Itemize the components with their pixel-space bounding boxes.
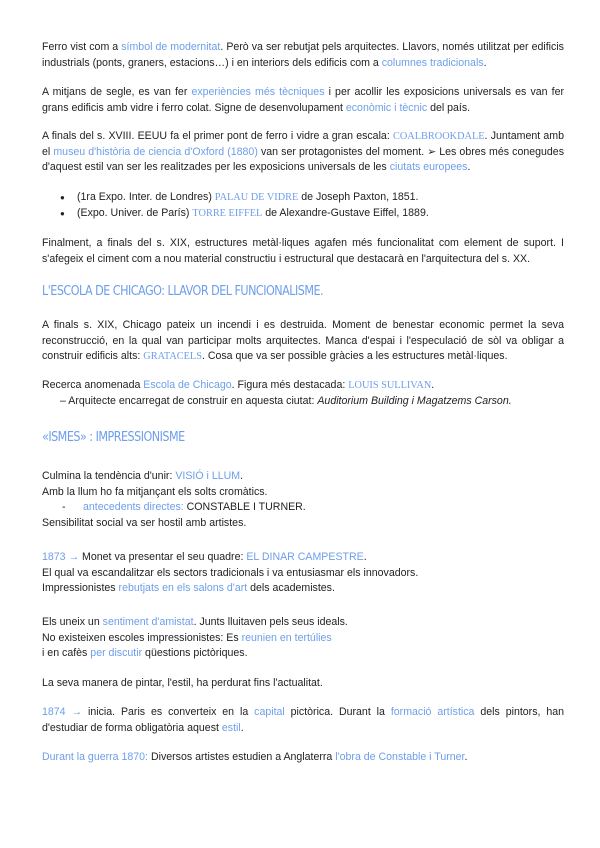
highlight-rebutjats: rebutjats en els salons d'art — [118, 582, 248, 594]
highlight-tertulies: reunien en tertúlies — [241, 631, 332, 644]
highlight-sentiment-amistat: sentiment d'amistat — [102, 616, 194, 628]
highlight-estil: estil — [221, 721, 241, 734]
highlight-experiencies-tecniques: experiències més tècniques — [191, 86, 325, 98]
text: . — [431, 379, 435, 391]
text: A finals del s. XVIII. EEUU fa el primer pont de ferro i vidre a gran escala: — [42, 130, 393, 142]
highlight-dinar-campestre: EL DINAR CAMPESTRE — [246, 551, 364, 563]
text: . — [483, 56, 487, 69]
section-heading-chicago: L'ESCOLA DE CHICAGO: LLAVOR DEL FUNCIONALISME. — [42, 284, 324, 299]
line: Sensibilitat social va ser hostil amb artistes. — [42, 516, 247, 529]
highlight-columnes-tradicionals: columnes tradicionals — [381, 56, 484, 69]
paragraph-perdurat: La seva manera de pintar, l'estil, ha perdurat fins l'actualitat. — [42, 677, 323, 689]
highlight-obra-constable-turner: l'obra de Constable i Turner — [335, 751, 465, 763]
line: Els uneix un sentiment d'amistat. Junts lluitaven pels seus ideals. — [42, 616, 348, 628]
text: A mitjans de segle, es van fer — [42, 86, 192, 98]
bullet-icon: ● — [60, 193, 65, 202]
dash-list-item — [60, 394, 512, 410]
text: i per acollir les exposicions universals es van fer grans edificis amb vidre i ferro colat. Signe de desenvolupament — [42, 86, 564, 114]
paragraph-chicago — [42, 318, 564, 365]
highlight-louis-sullivan: LOUIS SULLIVAN — [348, 380, 432, 391]
line: Amb la llum ho fa mitjançant els solts cromàtics. — [42, 485, 268, 498]
line: i en cafès per discutir qüestions pictòriques. — [42, 647, 248, 659]
paragraph-1874: 1874 → inicia. Paris es converteix en la capital pictòrica. Durant la formació artística dels pintors, han d'estudiar de forma obligatòria aquest estil. — [42, 706, 565, 734]
highlight-visio-llum: VISIÓ i LLUM — [175, 470, 241, 482]
paragraph-finally: Finalment, a finals del s. XIX, estructures metàl·liques agafen més funcionalitat com element de suport. I s'afegeix el ciment com a nou material constructiu i estructural que destacarà en l'arquitectura del s. XX. — [42, 237, 564, 265]
list-item-text: (Expo. Univer. de París) TORRE EIFFEL de Alexandre-Gustave Eiffel, 1889. — [77, 207, 429, 219]
text: . Juntament amb el — [42, 130, 564, 158]
paragraph-recerca — [42, 378, 564, 394]
highlight-torre-eiffel: TORRE EIFFEL — [192, 208, 263, 219]
highlight-gratacels: GRATACELS — [143, 351, 202, 362]
highlight-formacio-artistica: formació artística — [390, 706, 475, 718]
line: No existeixen escoles impressionistes: Es reunien en tertúlies — [42, 631, 332, 644]
line: Culmina la tendència d'unir: VISIÓ i LLUM. — [42, 470, 244, 482]
paragraph-culmina — [42, 469, 564, 531]
text: . — [467, 161, 471, 173]
text: – Arquitecte encarregat de construir en aquesta ciutat: — [60, 395, 318, 407]
paragraph-coalbrookdale — [42, 129, 564, 176]
highlight-durant-guerra: Durant la guerra 1870: — [42, 751, 149, 763]
highlight-1873: 1873 → — [42, 551, 80, 563]
paragraph-iron — [42, 40, 564, 71]
highlight-capital: capital — [254, 706, 285, 718]
highlight-simbol-modernitat: símbol de modernitat — [121, 41, 221, 53]
highlight-museu-oxford: museu d'història de ciencia d'Oxford (1880) — [53, 145, 258, 158]
section-heading-impressionisme: «ISMES» : IMPRESSIONISME — [42, 430, 185, 445]
list-item-text: (1ra Expo. Inter. de Londres) PALAU DE VIDRE de Joseph Paxton, 1851. — [77, 191, 419, 203]
dash-marker: - — [62, 501, 66, 513]
dash-list-item: - antecedents directes: CONSTABLE I TURNER. — [42, 500, 564, 516]
text: . Figura més destacada: — [231, 379, 349, 391]
highlight-1874: 1874 → — [42, 706, 83, 718]
highlight-economic-tecnic: econòmic i tècnic — [345, 101, 428, 114]
paragraph-guerra-1870: Durant la guerra 1870: Diversos artistes estudien a Anglaterra l'obra de Constable i Turner. — [42, 751, 468, 763]
italic-buildings: Auditorium Building i Magatzems Carson. — [317, 395, 512, 407]
text: van ser protagonistes del moment. ➢ Les obres més conegudes d'aquest estil van ser les realitzades per les exposicions universals de les — [42, 145, 564, 173]
highlight-antecedents: antecedents directes: — [83, 501, 184, 513]
highlight-per-discutir: per discutir — [90, 647, 143, 659]
highlight-coalbrookdale: COALBROOKDALE — [393, 131, 485, 142]
text: . Cosa que va ser possible gràcies a les estructures metàl·liques. — [201, 350, 508, 362]
highlight-palau-de-vidre: PALAU DE VIDRE — [214, 192, 299, 203]
highlight-ciutats-europees: ciutats europees — [389, 161, 468, 173]
bullet-icon: ● — [60, 209, 65, 218]
text: A finals s. XIX, Chicago pateix un incendi i es destruida. Moment de benestar economic permet la seva reconstrucció, en la qual van participar molts arquitectes. Manca d'espai i l'especulació de sòl va obligar a construir edificis alts: — [42, 319, 564, 362]
text: Ferro vist com a — [42, 41, 122, 53]
line: El qual va escandalitzar els sectors tradicionals i va entusiasmar els innovadors. — [42, 566, 419, 579]
line: 1873 → Monet va presentar el seu quadre: EL DINAR CAMPESTRE. — [42, 551, 367, 563]
text: del país. — [427, 101, 471, 114]
paragraph-mid-century — [42, 85, 564, 116]
paragraph-1873 — [42, 550, 564, 597]
text: Recerca anomenada — [42, 379, 144, 391]
highlight-escola-chicago: Escola de Chicago — [143, 379, 232, 391]
text: . Però va ser rebutjat pels arquitectes. Llavors, només utilitzat per edificis industrials (ponts, graners, estacions…) i en interiors dels edificis com a — [42, 41, 564, 69]
line: Impressionistes rebutjats en els salons d'art dels academistes. — [42, 582, 335, 594]
paragraph-amistat — [42, 615, 564, 662]
